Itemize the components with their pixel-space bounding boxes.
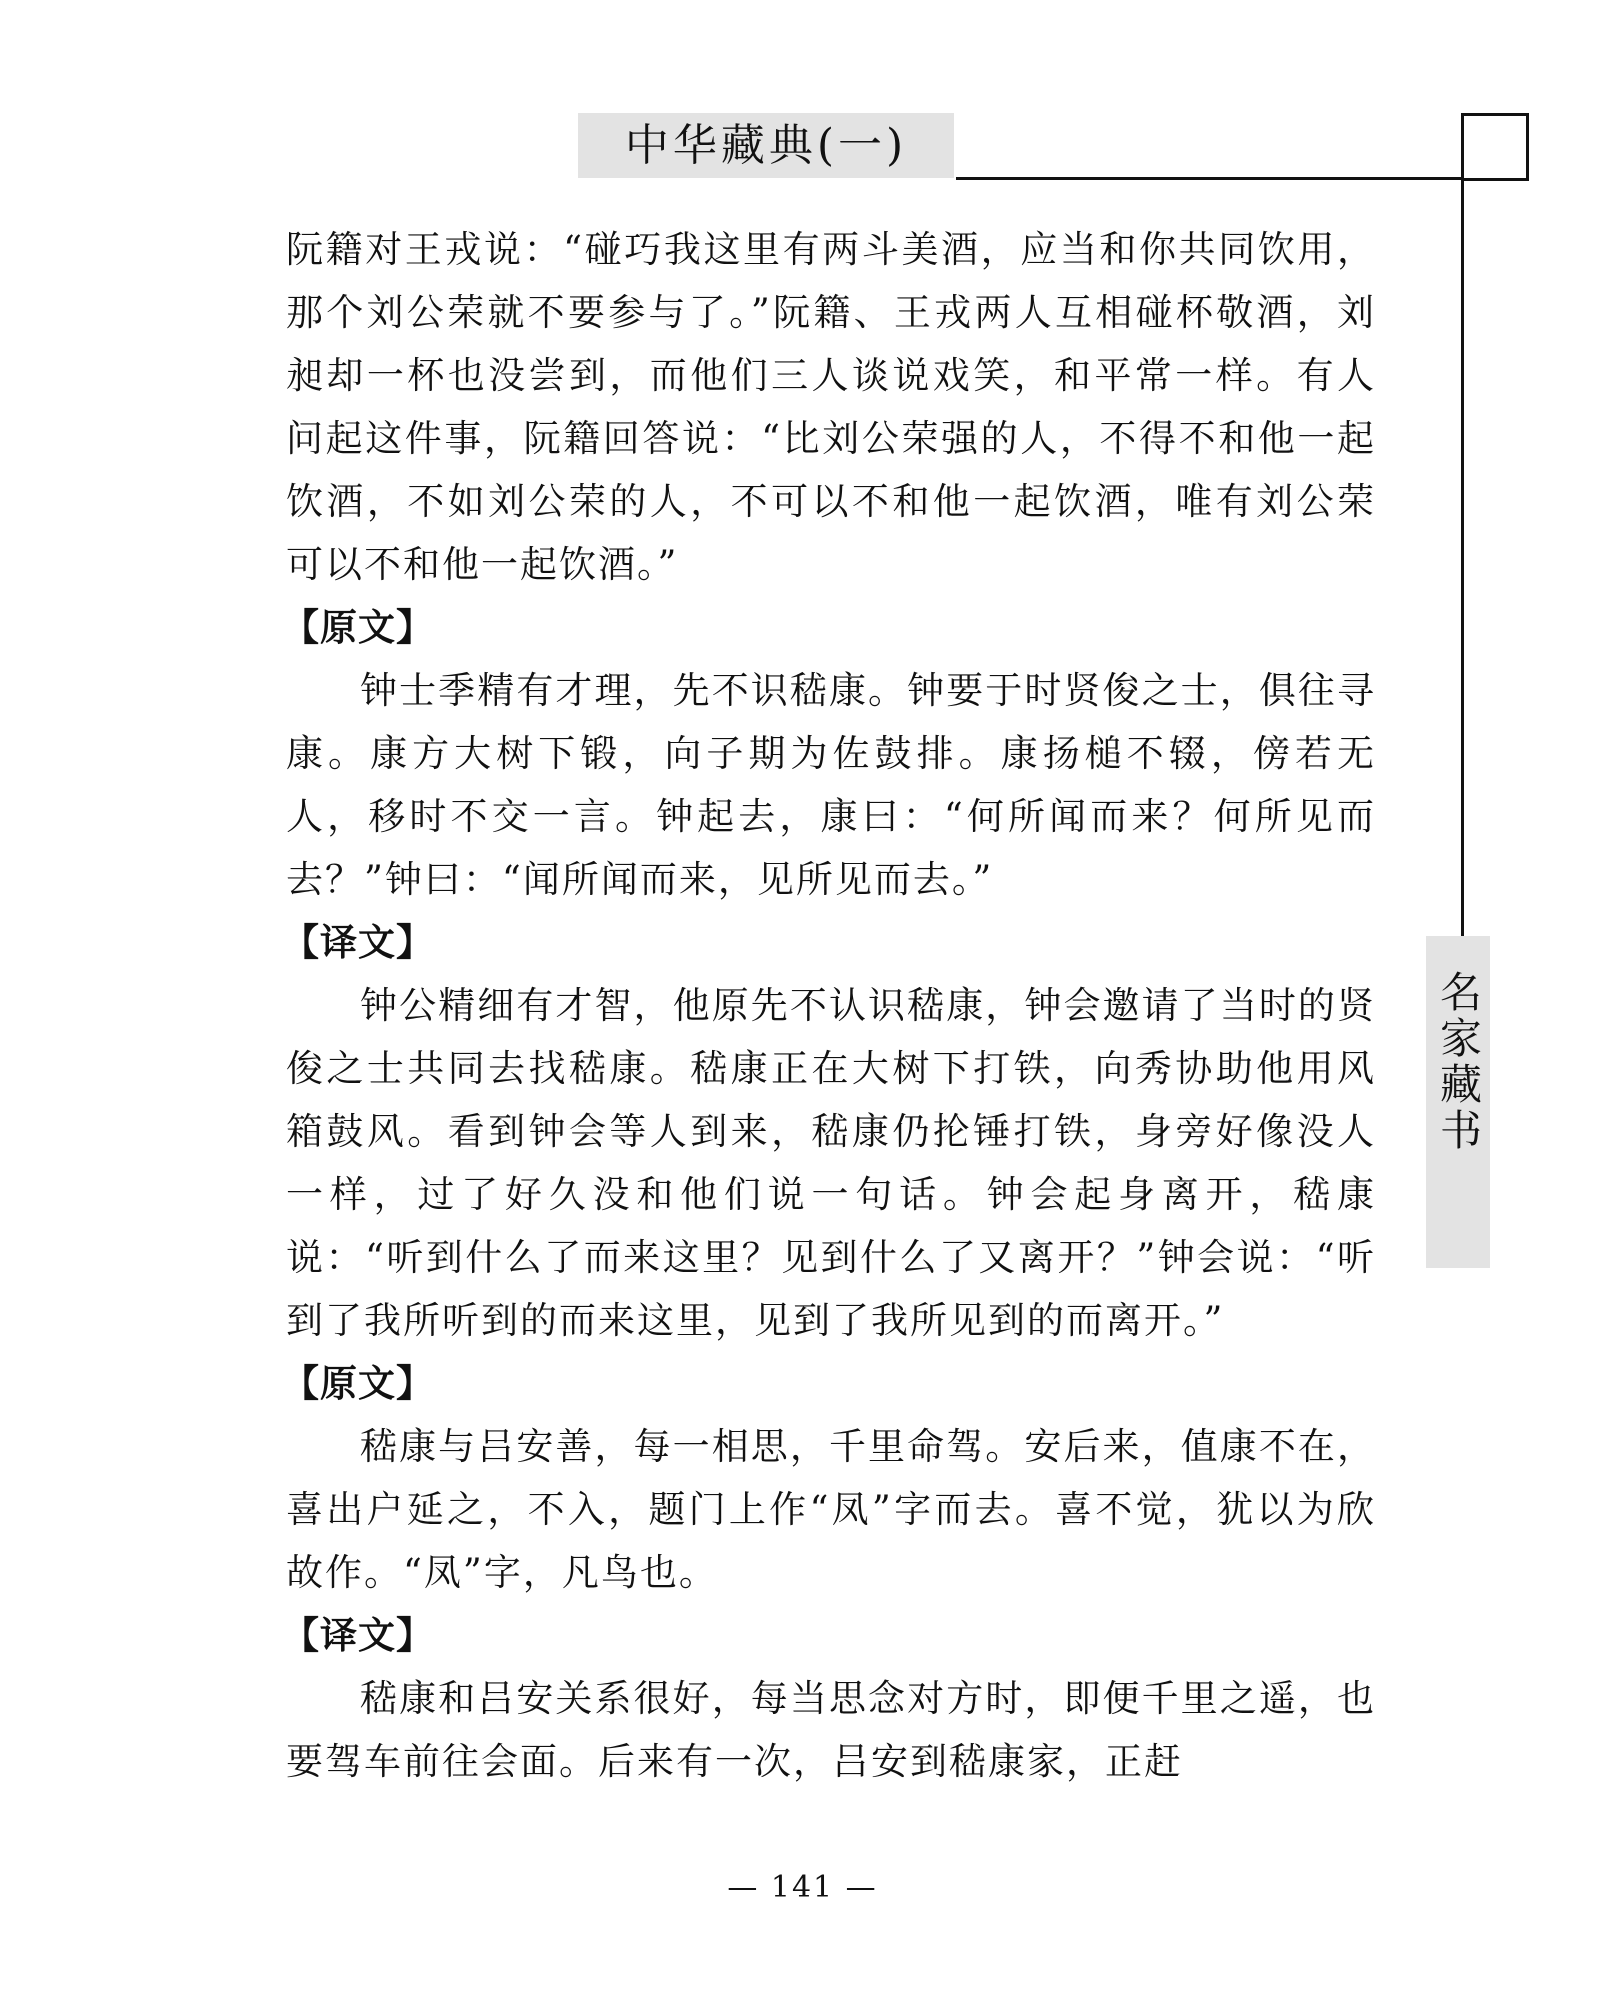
running-header-title: 中华藏典(一) <box>578 113 954 178</box>
header-rule <box>956 177 1461 180</box>
paragraph: 嵇康与吕安善，每一相思，千里命驾。安后来，值康不在，喜出户延之，不入，题门上作“凤”字而去。喜不觉，犹以为欣故作。“凤”字，凡鸟也。 <box>286 1425 1376 1594</box>
section-label-translation: 【译文】 <box>282 921 434 964</box>
paragraph: 钟公精细有才智，他原先不认识嵇康，钟会邀请了当时的贤俊之士共同去找嵇康。嵇康正在大树下打铁，向秀协助他用风箱鼓风。看到钟会等人到来，嵇康仍抡锤打铁，身旁好像没人一样，过了好久没和他们说一句话。钟会起身离开，嵇康说：“听到什么了而来这里？见到什么了又离开？”钟会说：“听到了我所听到的而来这里，见到了我所见到的而离开。” <box>286 984 1376 1342</box>
section-label-translation: 【译文】 <box>282 1614 434 1657</box>
page-number: — 141 — <box>727 1870 878 1905</box>
paragraph: 嵇康和吕安关系很好，每当思念对方时，即便千里之遥，也要驾车前往会面。后来有一次，吕安到嵇康家，正赶 <box>286 1677 1376 1783</box>
body-text <box>282 218 1376 1793</box>
paragraph: 阮籍对王戎说：“碰巧我这里有两斗美酒，应当和你共同饮用，那个刘公荣就不要参与了。”阮籍、王戎两人互相碰杯敬酒，刘昶却一杯也没尝到，而他们三人谈说戏笑，和平常一样。有人问起这件事，阮籍回答说：“比刘公荣强的人，不得不和他一起饮酒，不如刘公荣的人，不可以不和他一起饮酒，唯有刘公荣可以不和他一起饮酒。” <box>286 228 1376 586</box>
section-label-original-text: 【原文】 <box>282 606 434 649</box>
section-label-original-text: 【原文】 <box>282 1362 434 1405</box>
corner-box <box>1461 113 1529 181</box>
vertical-rule <box>1461 178 1464 936</box>
side-tab-label: 名家藏书 <box>1434 970 1483 1154</box>
side-tab <box>1426 936 1490 1268</box>
paragraph: 钟士季精有才理，先不识嵇康。钟要于时贤俊之士，俱往寻康。康方大树下锻，向子期为佐鼓排。康扬槌不辍，傍若无人，移时不交一言。钟起去，康曰：“何所闻而来？何所见而去？”钟曰：“闻所闻而来，见所见而去。” <box>286 669 1376 901</box>
